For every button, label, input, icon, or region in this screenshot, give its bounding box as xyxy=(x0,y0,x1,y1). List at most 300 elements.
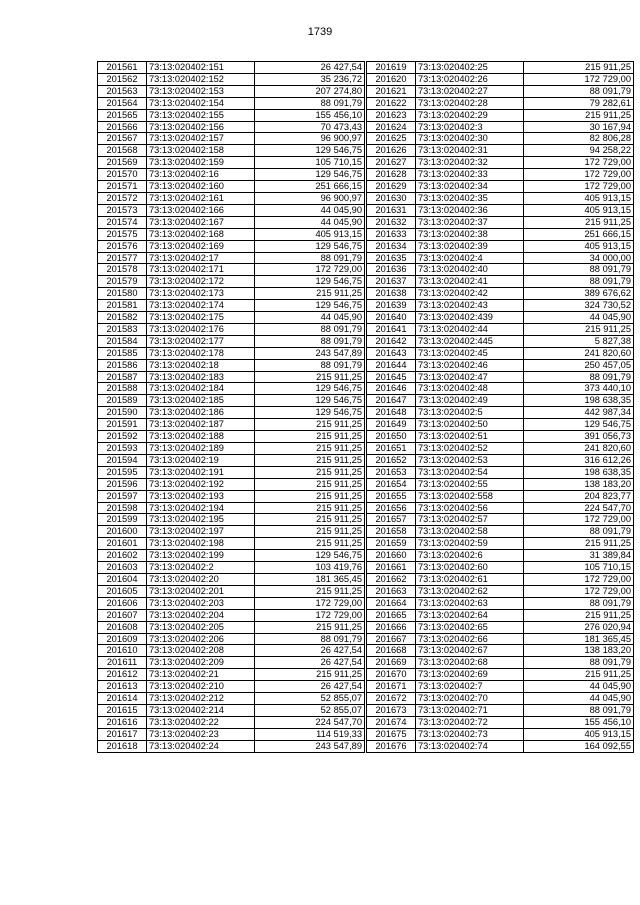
cadastral-number-cell: 73:13:020402:50 xyxy=(416,419,524,431)
table-row xyxy=(98,645,365,657)
cadastral-number-cell: 73:13:020402:31 xyxy=(416,145,524,157)
record-number-cell: 201645 xyxy=(367,371,416,383)
cadastral-number-cell: 73:13:020402:70 xyxy=(416,693,524,705)
table-row xyxy=(98,478,365,490)
cadastral-number-cell: 73:13:020402:73 xyxy=(416,728,524,740)
record-number-cell: 201676 xyxy=(367,740,416,752)
cadastral-value-cell: 5 827,38 xyxy=(524,335,634,347)
record-number-cell: 201599 xyxy=(98,514,147,526)
table-row xyxy=(98,740,365,752)
table-row xyxy=(98,204,365,216)
table-row xyxy=(367,312,634,324)
record-number-cell: 201576 xyxy=(98,240,147,252)
cadastral-number-cell: 73:13:020402:52 xyxy=(416,443,524,455)
record-number-cell: 201670 xyxy=(367,669,416,681)
cadastral-number-cell: 73:13:020402:171 xyxy=(147,264,255,276)
cadastral-value-cell: 88 091,79 xyxy=(255,633,365,645)
cadastral-value-cell: 79 282,61 xyxy=(524,97,634,109)
table-row xyxy=(367,704,634,716)
table-row xyxy=(367,466,634,478)
table-row xyxy=(367,192,634,204)
cadastral-number-cell: 73:13:020402:65 xyxy=(416,621,524,633)
record-number-cell: 201639 xyxy=(367,300,416,312)
cadastral-number-cell: 73:13:020402:23 xyxy=(147,728,255,740)
record-number-cell: 201594 xyxy=(98,454,147,466)
record-number-cell: 201579 xyxy=(98,276,147,288)
cadastral-value-cell: 172 729,00 xyxy=(255,609,365,621)
table-row xyxy=(367,419,634,431)
record-number-cell: 201650 xyxy=(367,431,416,443)
cadastral-value-cell: 94 258,22 xyxy=(524,145,634,157)
record-number-cell: 201619 xyxy=(367,62,416,74)
cadastral-number-cell: 73:13:020402:64 xyxy=(416,609,524,621)
record-number-cell: 201643 xyxy=(367,347,416,359)
table-row xyxy=(98,681,365,693)
cadastral-value-cell: 30 167,94 xyxy=(524,121,634,133)
cadastral-number-cell: 73:13:020402:22 xyxy=(147,716,255,728)
table-row xyxy=(367,216,634,228)
cadastral-value-cell: 129 546,75 xyxy=(255,145,365,157)
cadastral-number-cell: 73:13:020402:71 xyxy=(416,704,524,716)
record-number-cell: 201636 xyxy=(367,264,416,276)
record-number-cell: 201620 xyxy=(367,73,416,85)
cadastral-number-cell: 73:13:020402:74 xyxy=(416,740,524,752)
cadastral-value-cell: 44 045,90 xyxy=(524,681,634,693)
table-row xyxy=(367,716,634,728)
cadastral-value-cell: 215 911,25 xyxy=(255,490,365,502)
cadastral-number-cell: 73:13:020402:29 xyxy=(416,109,524,121)
table-row xyxy=(98,526,365,538)
cadastral-value-cell: 250 457,05 xyxy=(524,359,634,371)
record-number-cell: 201661 xyxy=(367,562,416,574)
cadastral-value-cell: 105 710,15 xyxy=(255,157,365,169)
table-row xyxy=(98,466,365,478)
cadastral-number-cell: 73:13:020402:36 xyxy=(416,204,524,216)
cadastral-number-cell: 73:13:020402:558 xyxy=(416,490,524,502)
cadastral-value-cell: 276 020,94 xyxy=(524,621,634,633)
record-number-cell: 201600 xyxy=(98,526,147,538)
cadastral-number-cell: 73:13:020402:186 xyxy=(147,407,255,419)
record-number-cell: 201564 xyxy=(98,97,147,109)
record-number-cell: 201656 xyxy=(367,502,416,514)
cadastral-value-cell: 198 638,35 xyxy=(524,395,634,407)
cadastral-number-cell: 73:13:020402:57 xyxy=(416,514,524,526)
cadastral-number-cell: 73:13:020402:445 xyxy=(416,335,524,347)
cadastral-number-cell: 73:13:020402:205 xyxy=(147,621,255,633)
cadastral-value-cell: 215 911,25 xyxy=(524,323,634,335)
table-row xyxy=(367,573,634,585)
table-row xyxy=(367,288,634,300)
table-row xyxy=(367,85,634,97)
record-number-cell: 201671 xyxy=(367,681,416,693)
cadastral-value-cell: 215 911,25 xyxy=(524,62,634,74)
cadastral-number-cell: 73:13:020402:154 xyxy=(147,97,255,109)
cadastral-number-cell: 73:13:020402:197 xyxy=(147,526,255,538)
cadastral-number-cell: 73:13:020402:185 xyxy=(147,395,255,407)
record-number-cell: 201649 xyxy=(367,419,416,431)
cadastral-value-cell: 82 806,28 xyxy=(524,133,634,145)
cadastral-number-cell: 73:13:020402:6 xyxy=(416,550,524,562)
cadastral-value-cell: 442 987,34 xyxy=(524,407,634,419)
record-number-cell: 201565 xyxy=(98,109,147,121)
record-number-cell: 201623 xyxy=(367,109,416,121)
cadastral-number-cell: 73:13:020402:42 xyxy=(416,288,524,300)
cadastral-value-cell: 164 092,55 xyxy=(524,740,634,752)
cadastral-value-cell: 103 419,76 xyxy=(255,562,365,574)
record-number-cell: 201604 xyxy=(98,573,147,585)
cadastral-value-cell: 204 823,77 xyxy=(524,490,634,502)
cadastral-value-cell: 316 612,26 xyxy=(524,454,634,466)
cadastral-value-cell: 181 365,45 xyxy=(524,633,634,645)
cadastral-number-cell: 73:13:020402:157 xyxy=(147,133,255,145)
record-number-cell: 201603 xyxy=(98,562,147,574)
cadastral-number-cell: 73:13:020402:210 xyxy=(147,681,255,693)
table-row xyxy=(367,407,634,419)
record-number-cell: 201561 xyxy=(98,62,147,74)
table-row xyxy=(98,312,365,324)
record-number-cell: 201612 xyxy=(98,669,147,681)
cadastral-number-cell: 73:13:020402:21 xyxy=(147,669,255,681)
cadastral-value-cell: 96 900,97 xyxy=(255,192,365,204)
cadastral-number-cell: 73:13:020402:173 xyxy=(147,288,255,300)
cadastral-number-cell: 73:13:020402:2 xyxy=(147,562,255,574)
cadastral-number-cell: 73:13:020402:48 xyxy=(416,383,524,395)
table-row xyxy=(367,300,634,312)
record-number-cell: 201659 xyxy=(367,538,416,550)
right-table-body xyxy=(367,62,634,753)
record-number-cell: 201672 xyxy=(367,693,416,705)
cadastral-number-cell: 73:13:020402:43 xyxy=(416,300,524,312)
table-row xyxy=(367,157,634,169)
record-number-cell: 201616 xyxy=(98,716,147,728)
cadastral-value-cell: 52 855,07 xyxy=(255,704,365,716)
cadastral-value-cell: 88 091,79 xyxy=(255,97,365,109)
cadastral-value-cell: 215 911,25 xyxy=(255,514,365,526)
cadastral-value-cell: 215 911,25 xyxy=(255,669,365,681)
cadastral-value-cell: 215 911,25 xyxy=(524,216,634,228)
cadastral-value-cell: 215 911,25 xyxy=(255,288,365,300)
record-number-cell: 201673 xyxy=(367,704,416,716)
cadastral-value-cell: 324 730,52 xyxy=(524,300,634,312)
cadastral-value-cell: 243 547,89 xyxy=(255,740,365,752)
record-number-cell: 201568 xyxy=(98,145,147,157)
cadastral-value-cell: 224 547,70 xyxy=(255,716,365,728)
record-number-cell: 201637 xyxy=(367,276,416,288)
cadastral-number-cell: 73:13:020402:51 xyxy=(416,431,524,443)
cadastral-number-cell: 73:13:020402:168 xyxy=(147,228,255,240)
cadastral-number-cell: 73:13:020402:28 xyxy=(416,97,524,109)
table-row xyxy=(367,204,634,216)
table-row xyxy=(367,550,634,562)
table-row xyxy=(98,597,365,609)
cadastral-number-cell: 73:13:020402:174 xyxy=(147,300,255,312)
table-row xyxy=(98,383,365,395)
cadastral-number-cell: 73:13:020402:155 xyxy=(147,109,255,121)
table-row xyxy=(98,419,365,431)
table-row xyxy=(367,514,634,526)
cadastral-number-cell: 73:13:020402:62 xyxy=(416,585,524,597)
cadastral-value-cell: 129 546,75 xyxy=(255,550,365,562)
table-row xyxy=(367,395,634,407)
table-row xyxy=(98,538,365,550)
cadastral-value-cell: 215 911,25 xyxy=(255,419,365,431)
cadastral-value-cell: 114 519,33 xyxy=(255,728,365,740)
record-number-cell: 201583 xyxy=(98,323,147,335)
cadastral-number-cell: 73:13:020402:208 xyxy=(147,645,255,657)
cadastral-number-cell: 73:13:020402:172 xyxy=(147,276,255,288)
cadastral-number-cell: 73:13:020402:63 xyxy=(416,597,524,609)
cadastral-number-cell: 73:13:020402:68 xyxy=(416,657,524,669)
record-number-cell: 201646 xyxy=(367,383,416,395)
cadastral-value-cell: 391 056,73 xyxy=(524,431,634,443)
table-row xyxy=(98,609,365,621)
record-number-cell: 201596 xyxy=(98,478,147,490)
record-number-cell: 201617 xyxy=(98,728,147,740)
record-number-cell: 201588 xyxy=(98,383,147,395)
cadastral-number-cell: 73:13:020402:46 xyxy=(416,359,524,371)
cadastral-value-cell: 129 546,75 xyxy=(524,419,634,431)
cadastral-number-cell: 73:13:020402:24 xyxy=(147,740,255,752)
cadastral-value-cell: 155 456,10 xyxy=(255,109,365,121)
record-number-cell: 201611 xyxy=(98,657,147,669)
table-row xyxy=(98,228,365,240)
cadastral-value-cell: 405 913,15 xyxy=(524,240,634,252)
cadastral-value-cell: 198 638,35 xyxy=(524,466,634,478)
cadastral-number-cell: 73:13:020402:38 xyxy=(416,228,524,240)
record-number-cell: 201663 xyxy=(367,585,416,597)
record-number-cell: 201598 xyxy=(98,502,147,514)
table-row xyxy=(98,300,365,312)
cadastral-number-cell: 73:13:020402:17 xyxy=(147,252,255,264)
record-number-cell: 201666 xyxy=(367,621,416,633)
table-row xyxy=(367,97,634,109)
record-number-cell: 201626 xyxy=(367,145,416,157)
cadastral-value-cell: 129 546,75 xyxy=(255,395,365,407)
record-number-cell: 201569 xyxy=(98,157,147,169)
cadastral-value-cell: 88 091,79 xyxy=(255,252,365,264)
table-row xyxy=(367,478,634,490)
cadastral-value-cell: 88 091,79 xyxy=(524,276,634,288)
table-row xyxy=(367,681,634,693)
page-number: 1739 xyxy=(307,26,333,38)
record-number-cell: 201631 xyxy=(367,204,416,216)
table-row xyxy=(367,526,634,538)
cadastral-number-cell: 73:13:020402:206 xyxy=(147,633,255,645)
table-row xyxy=(98,240,365,252)
cadastral-number-cell: 73:13:020402:44 xyxy=(416,323,524,335)
cadastral-number-cell: 73:13:020402:59 xyxy=(416,538,524,550)
cadastral-value-cell: 26 427,54 xyxy=(255,645,365,657)
record-number-cell: 201628 xyxy=(367,169,416,181)
record-number-cell: 201651 xyxy=(367,443,416,455)
cadastral-value-cell: 129 546,75 xyxy=(255,169,365,181)
record-number-cell: 201575 xyxy=(98,228,147,240)
cadastral-value-cell: 172 729,00 xyxy=(524,181,634,193)
right-register-table xyxy=(366,61,634,753)
cadastral-number-cell: 73:13:020402:156 xyxy=(147,121,255,133)
cadastral-number-cell: 73:13:020402:27 xyxy=(416,85,524,97)
record-number-cell: 201667 xyxy=(367,633,416,645)
cadastral-value-cell: 70 473,43 xyxy=(255,121,365,133)
table-row xyxy=(98,490,365,502)
table-row xyxy=(367,454,634,466)
table-row xyxy=(98,371,365,383)
cadastral-value-cell: 224 547,70 xyxy=(524,502,634,514)
record-number-cell: 201573 xyxy=(98,204,147,216)
cadastral-number-cell: 73:13:020402:54 xyxy=(416,466,524,478)
cadastral-value-cell: 215 911,25 xyxy=(255,526,365,538)
record-number-cell: 201632 xyxy=(367,216,416,228)
table-row xyxy=(98,550,365,562)
table-row xyxy=(367,62,634,74)
cadastral-value-cell: 129 546,75 xyxy=(255,383,365,395)
table-row xyxy=(367,562,634,574)
record-number-cell: 201581 xyxy=(98,300,147,312)
table-row xyxy=(98,443,365,455)
record-number-cell: 201648 xyxy=(367,407,416,419)
record-number-cell: 201591 xyxy=(98,419,147,431)
cadastral-value-cell: 26 427,54 xyxy=(255,681,365,693)
cadastral-value-cell: 88 091,79 xyxy=(524,704,634,716)
table-row xyxy=(98,276,365,288)
cadastral-value-cell: 129 546,75 xyxy=(255,300,365,312)
cadastral-number-cell: 73:13:020402:72 xyxy=(416,716,524,728)
table-row xyxy=(367,609,634,621)
cadastral-number-cell: 73:13:020402:53 xyxy=(416,454,524,466)
cadastral-value-cell: 88 091,79 xyxy=(524,85,634,97)
table-row xyxy=(98,728,365,740)
cadastral-number-cell: 73:13:020402:30 xyxy=(416,133,524,145)
record-number-cell: 201627 xyxy=(367,157,416,169)
cadastral-number-cell: 73:13:020402:60 xyxy=(416,562,524,574)
table-row xyxy=(98,716,365,728)
cadastral-value-cell: 52 855,07 xyxy=(255,693,365,705)
cadastral-value-cell: 26 427,54 xyxy=(255,62,365,74)
left-table-body xyxy=(98,62,365,753)
cadastral-number-cell: 73:13:020402:5 xyxy=(416,407,524,419)
table-row xyxy=(367,645,634,657)
cadastral-number-cell: 73:13:020402:67 xyxy=(416,645,524,657)
cadastral-number-cell: 73:13:020402:35 xyxy=(416,192,524,204)
cadastral-number-cell: 73:13:020402:69 xyxy=(416,669,524,681)
table-row xyxy=(98,395,365,407)
record-number-cell: 201629 xyxy=(367,181,416,193)
table-row xyxy=(367,740,634,752)
cadastral-value-cell: 88 091,79 xyxy=(524,526,634,538)
cadastral-value-cell: 215 911,25 xyxy=(255,431,365,443)
cadastral-number-cell: 73:13:020402:166 xyxy=(147,204,255,216)
cadastral-value-cell: 181 365,45 xyxy=(255,573,365,585)
table-row xyxy=(98,514,365,526)
record-number-cell: 201597 xyxy=(98,490,147,502)
cadastral-value-cell: 215 911,25 xyxy=(255,443,365,455)
table-row xyxy=(367,181,634,193)
table-row xyxy=(98,562,365,574)
table-row xyxy=(367,347,634,359)
table-row xyxy=(367,145,634,157)
table-row xyxy=(98,288,365,300)
table-row xyxy=(98,502,365,514)
table-row xyxy=(98,264,365,276)
cadastral-value-cell: 215 911,25 xyxy=(255,585,365,597)
table-row xyxy=(98,145,365,157)
cadastral-number-cell: 73:13:020402:439 xyxy=(416,312,524,324)
record-number-cell: 201608 xyxy=(98,621,147,633)
cadastral-number-cell: 73:13:020402:183 xyxy=(147,371,255,383)
table-row xyxy=(367,228,634,240)
record-number-cell: 201601 xyxy=(98,538,147,550)
cadastral-number-cell: 73:13:020402:47 xyxy=(416,371,524,383)
cadastral-number-cell: 73:13:020402:55 xyxy=(416,478,524,490)
table-row xyxy=(98,693,365,705)
record-number-cell: 201641 xyxy=(367,323,416,335)
table-row xyxy=(367,264,634,276)
cadastral-number-cell: 73:13:020402:61 xyxy=(416,573,524,585)
cadastral-value-cell: 44 045,90 xyxy=(255,204,365,216)
record-number-cell: 201574 xyxy=(98,216,147,228)
record-number-cell: 201652 xyxy=(367,454,416,466)
cadastral-number-cell: 73:13:020402:212 xyxy=(147,693,255,705)
cadastral-value-cell: 172 729,00 xyxy=(524,585,634,597)
record-number-cell: 201622 xyxy=(367,97,416,109)
record-number-cell: 201578 xyxy=(98,264,147,276)
record-number-cell: 201610 xyxy=(98,645,147,657)
cadastral-value-cell: 105 710,15 xyxy=(524,562,634,574)
record-number-cell: 201593 xyxy=(98,443,147,455)
table-row xyxy=(98,431,365,443)
table-row xyxy=(98,621,365,633)
table-row xyxy=(98,85,365,97)
cadastral-value-cell: 405 913,15 xyxy=(524,192,634,204)
table-row xyxy=(98,323,365,335)
table-row xyxy=(367,431,634,443)
cadastral-number-cell: 73:13:020402:178 xyxy=(147,347,255,359)
cadastral-value-cell: 129 546,75 xyxy=(255,240,365,252)
cadastral-number-cell: 73:13:020402:176 xyxy=(147,323,255,335)
cadastral-value-cell: 215 911,25 xyxy=(524,538,634,550)
cadastral-value-cell: 215 911,25 xyxy=(524,609,634,621)
cadastral-number-cell: 73:13:020402:209 xyxy=(147,657,255,669)
cadastral-value-cell: 138 183,20 xyxy=(524,645,634,657)
cadastral-value-cell: 241 820,60 xyxy=(524,347,634,359)
table-row xyxy=(367,490,634,502)
cadastral-number-cell: 73:13:020402:158 xyxy=(147,145,255,157)
record-number-cell: 201615 xyxy=(98,704,147,716)
cadastral-value-cell: 88 091,79 xyxy=(524,597,634,609)
cadastral-number-cell: 73:13:020402:188 xyxy=(147,431,255,443)
table-row xyxy=(98,573,365,585)
cadastral-number-cell: 73:13:020402:189 xyxy=(147,443,255,455)
record-number-cell: 201630 xyxy=(367,192,416,204)
record-number-cell: 201605 xyxy=(98,585,147,597)
cadastral-number-cell: 73:13:020402:56 xyxy=(416,502,524,514)
cadastral-number-cell: 73:13:020402:194 xyxy=(147,502,255,514)
cadastral-value-cell: 373 440,10 xyxy=(524,383,634,395)
cadastral-number-cell: 73:13:020402:152 xyxy=(147,73,255,85)
table-row xyxy=(367,169,634,181)
record-number-cell: 201570 xyxy=(98,169,147,181)
cadastral-value-cell: 215 911,25 xyxy=(255,371,365,383)
cadastral-number-cell: 73:13:020402:198 xyxy=(147,538,255,550)
cadastral-number-cell: 73:13:020402:184 xyxy=(147,383,255,395)
cadastral-number-cell: 73:13:020402:177 xyxy=(147,335,255,347)
record-number-cell: 201577 xyxy=(98,252,147,264)
table-row xyxy=(367,383,634,395)
cadastral-value-cell: 88 091,79 xyxy=(255,335,365,347)
record-number-cell: 201562 xyxy=(98,73,147,85)
table-row xyxy=(98,169,365,181)
table-row xyxy=(98,335,365,347)
